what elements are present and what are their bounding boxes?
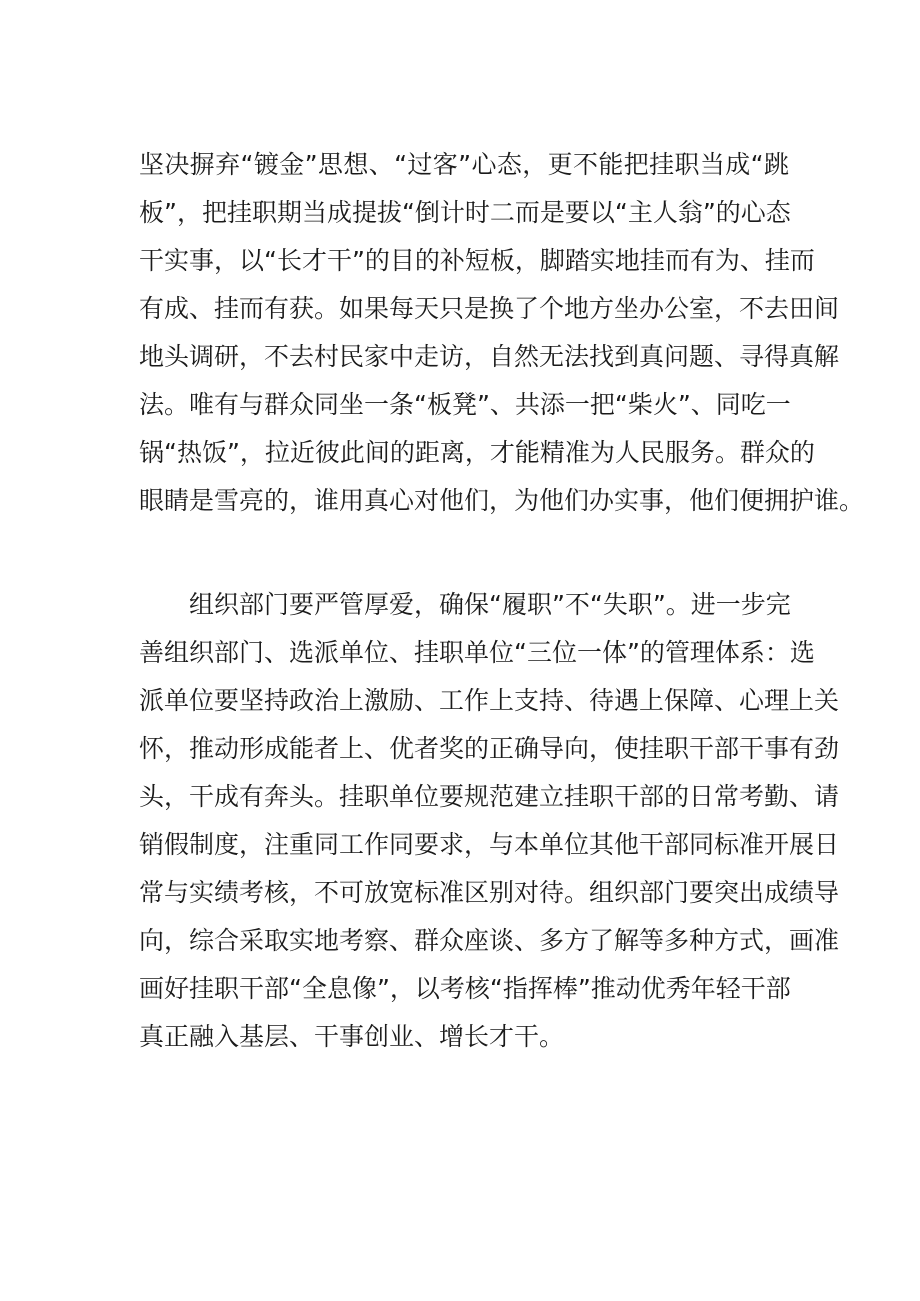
paragraph-1 — [139, 141, 865, 525]
paragraph-2-line: 善组织部门、选派单位、挂职单位“三位一体”的管理体系：选 — [139, 638, 815, 667]
paragraph-2-line: 头，干成有奔头。挂职单位要规范建立挂职干部的日常考勤、请 — [139, 782, 840, 811]
paragraph-2-line: 真正融入基层、干事创业、增长才干。 — [139, 1022, 565, 1051]
paragraph-2-line: 派单位要坚持政治上激励、工作上支持、待遇上保障、心理上关 — [139, 686, 840, 715]
paragraph-1-line: 地头调研，不去村民家中走访，自然无法找到真问题、寻得真解 — [139, 342, 840, 371]
paragraph-1-line: 锅“热饭”，拉近彼此间的距离，才能精准为人民服务。群众的 — [139, 438, 815, 467]
paragraph-2-line: 画好挂职干部“全息像”，以考核“指挥棒”推动优秀年轻干部 — [139, 974, 791, 1003]
paragraph-1-line: 干实事，以“长才干”的目的补短板，脚踏实地挂而有为、挂而 — [139, 246, 815, 275]
paragraph-2-line: 怀，推动形成能者上、优者奖的正确导向，使挂职干部干事有劲 — [139, 734, 840, 763]
paragraph-2-line: 向，综合采取实地考察、群众座谈、多方了解等多种方式，画准 — [139, 926, 840, 955]
paragraph-1-line: 板”，把挂职期当成提拔“倒计时二而是要以“主人翁”的心态 — [139, 198, 791, 227]
paragraph-1-line: 坚决摒弃“镀金”思想、“过客”心态，更不能把挂职当成“跳 — [139, 150, 789, 179]
paragraph-1-line: 法。唯有与群众同坐一条“板凳”、共添一把“柴火”、同吃一 — [139, 390, 791, 419]
paragraph-2-line: 常与实绩考核，不可放宽标准区别对待。组织部门要突出成绩导 — [139, 878, 840, 907]
paragraph-2 — [139, 581, 840, 1061]
paragraph-1-line: 眼睛是雪亮的，谁用真心对他们，为他们办实事，他们便拥护谁。 — [139, 486, 865, 515]
paragraph-2-line: 销假制度，注重同工作同要求，与本单位其他干部同标准开展日 — [139, 830, 840, 859]
paragraph-1-line: 有成、挂而有获。如果每天只是换了个地方坐办公室，不去田间 — [139, 294, 840, 323]
paragraph-2-line: 组织部门要严管厚爱，确保“履职”不“失职”。进一步完 — [139, 590, 791, 619]
